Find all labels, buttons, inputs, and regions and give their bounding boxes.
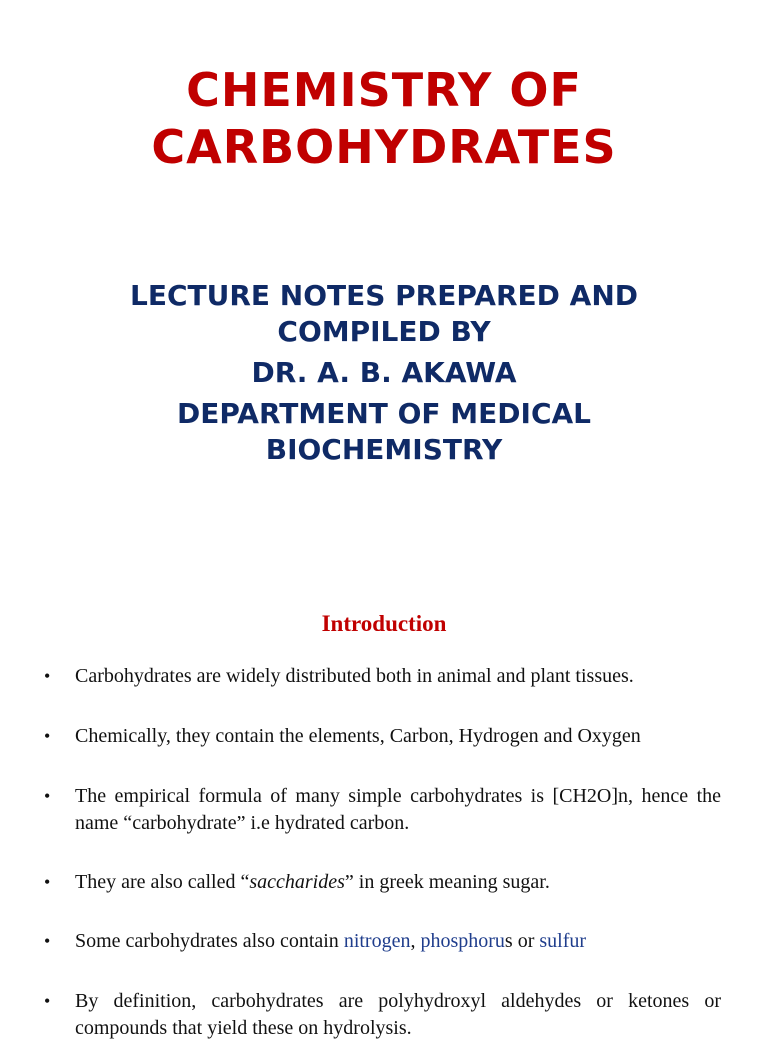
subtitle-line-2: COMPILED BY [277,315,491,348]
list-item [44,783,721,837]
bullet-text: The empirical formula of many simple carbohydrates is [CH2O]n, hence the name “carbohydrate” i.e hydrated carbon. [75,785,721,834]
bullet-icon: • [44,726,51,746]
bullet-icon: • [44,786,51,806]
department-line-1: DEPARTMENT OF MEDICAL [176,397,592,430]
section-heading: Introduction [321,611,447,636]
list-item [44,723,721,750]
link-nitrogen[interactable]: nitrogen [343,930,411,952]
list-item [44,663,721,690]
link-sulfur[interactable]: sulfur [539,930,587,952]
bullet-text: Carbohydrates are widely distributed both in animal and plant tissues. [75,665,634,687]
department-line-2: BIOCHEMISTRY [265,433,503,466]
bullet-separator: s or [504,930,540,952]
bullet-icon: • [44,872,51,892]
bullet-text-before: They are also called “ [75,871,250,893]
list-item [44,928,721,955]
bullet-separator: , [410,930,421,952]
title-line-2: CARBOHYDRATES [151,120,617,174]
subtitle-line-1: LECTURE NOTES PREPARED AND [129,279,639,312]
author-name: DR. A. B. AKAWA [251,356,517,389]
link-phosphorus[interactable]: phosphoru [420,930,505,952]
list-item [44,869,721,896]
list-item [44,988,721,1042]
bullet-text: By definition, carbohydrates are polyhydroxyl aldehydes or ketones or compounds that yield these on hydrolysis. [75,990,721,1039]
bullet-icon: • [44,991,51,1011]
bullet-italic-term: saccharides [249,871,345,893]
bullet-icon: • [44,931,51,951]
bullet-icon: • [44,666,51,686]
title-line-1: CHEMISTRY OF [186,63,582,117]
bullet-text: Chemically, they contain the elements, Carbon, Hydrogen and Oxygen [75,725,641,747]
bullet-text-before: Some carbohydrates also contain [75,930,344,952]
bullet-text-after: ” in greek meaning sugar. [344,871,550,893]
